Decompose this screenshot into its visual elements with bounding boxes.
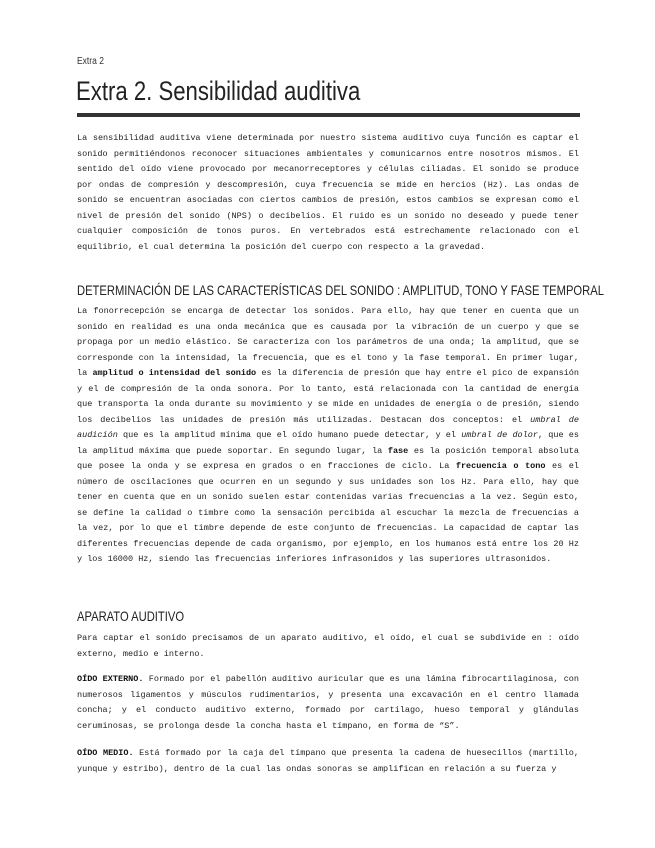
running-header: Extra 2 <box>77 56 104 67</box>
term-pain-threshold: umbral de dolor <box>461 430 538 440</box>
term-phase: fase <box>387 445 409 456</box>
paragraph-text: que es la amplitud mínima que el oído humano puede detectar, y el <box>117 430 462 440</box>
term-hearing-threshold: umbral de audición <box>77 414 579 440</box>
term-outer-ear: OÍDO EXTERNO. <box>77 674 144 684</box>
title-divider <box>77 113 580 117</box>
section-heading-auditory-apparatus: APARATO AUDITIVO <box>77 608 185 624</box>
outer-ear-paragraph <box>77 672 579 734</box>
paragraph-text: es el número de oscilaciones que ocurren en un segundo y sus unidades son los Hz. Para ello, hay que tener en cuenta que en un sonido suelen estar contenidas varias frecuencias a la vez. Según esto, se define la calidad o timbre como la sensación percibida al escuchar la mezcla de frecuencias a la vez, por lo que el timbre depende de este conjunto de frecuencias. La capacidad de captar las diferentes frecuencias depende de cada organismo, por ejemplo, en los humanos está entre los 20 Hz y los 16000 Hz, siendo las frecuencias inferiores infrasonidos y las superiores ultrasonidos. <box>77 461 579 564</box>
auditory-apparatus-intro: Para captar el sonido precisamos de un aparato auditivo, el oído, el cual se subdivide en : oído externo, medio e interno. <box>77 633 579 659</box>
middle-ear-paragraph <box>77 746 579 777</box>
intro-paragraph: La sensibilidad auditiva viene determinada por nuestro sistema auditivo cuya función es captar el sonido permitiéndonos reconocer situaciones ambientales y comunicarnos entre nosotros mismos. El sentido del oído viene provocado por mecanorreceptores y células ciliadas. El sonido se produce por ondas de compresión y descompresión, cuya frecuencia se mide en hercios (Hz). Las ondas de sonido se encuentran asociadas con ciertos cambios de presión, estos cambios se expresan como el nivel de presión del sonido (NPS) o decibelios. El ruido es un sonido no deseado y puede tener cualquier composición de tonos puros. En vertebrados está estrechamente relacionado con el equilibrio, el cual determina la posición del cuerpo con respecto a la gravedad. <box>77 133 579 252</box>
sound-characteristics-paragraph <box>77 304 579 568</box>
term-frequency: frecuencia o tono <box>455 461 546 471</box>
term-amplitude: amplitud o intensidad del sonido <box>92 368 257 378</box>
paragraph-text: Está formado por la caja del tímpano que presenta la cadena de huesecillos (martillo, yunque y estribo), dentro de la cual las ondas sonoras se amplifican en relación a su fuerza y <box>77 748 580 774</box>
paragraph-text: es la diferencia de presión que hay entre el pico de expansión y el de compresión de la onda sonora. Por lo tanto, está relacionada con la cantidad de energía que transporta la onda durante su movimiento y se mide en unidades de energía o de presión, siendo los decibelios las unidades de presión más utilizadas. Destacan dos conceptos: el <box>77 368 580 425</box>
page-title: Extra 2. Sensibilidad auditiva <box>76 76 361 106</box>
paragraph-text: , que es la amplitud máxima que puede soportar. En segundo lugar, la <box>77 430 579 456</box>
paragraph-text: es la posición temporal absoluta que posee la onda y se expresa en grados o en fracciones de ciclo. La <box>77 445 579 471</box>
paragraph-text: La fonorrecepción se encarga de detectar los sonidos. Para ello, hay que tener en cuenta que un sonido en realidad es una onda mecánica que es causada por la vibración de un cuerpo y que se propaga por un medio elástico. Se caracteriza con los parámetros de una onda; la amplitud, que se corresponde con la intensidad, la frecuencia, que es el tono y la fase temporal. En primer lugar, la <box>77 306 579 378</box>
paragraph-text: Formado por el pabellón auditivo auricular que es una lámina fibrocartilaginosa, con numerosos ligamentos y músculos rudimentarios, y presenta una excavación en el centro llamada concha; y el conducto auditivo externo, formado por cartílago, hueso temporal y glándulas ceruminosas, se prolonga desde la concha hasta el tímpano, en forma de “S”. <box>77 674 580 731</box>
term-middle-ear: OÍDO MEDIO. <box>77 748 134 758</box>
section-heading-sound-characteristics: DETERMINACIÓN DE LAS CARACTERÍSTICAS DEL SONIDO : AMPLITUD, TONO Y FASE TEMPORAL <box>77 282 604 298</box>
